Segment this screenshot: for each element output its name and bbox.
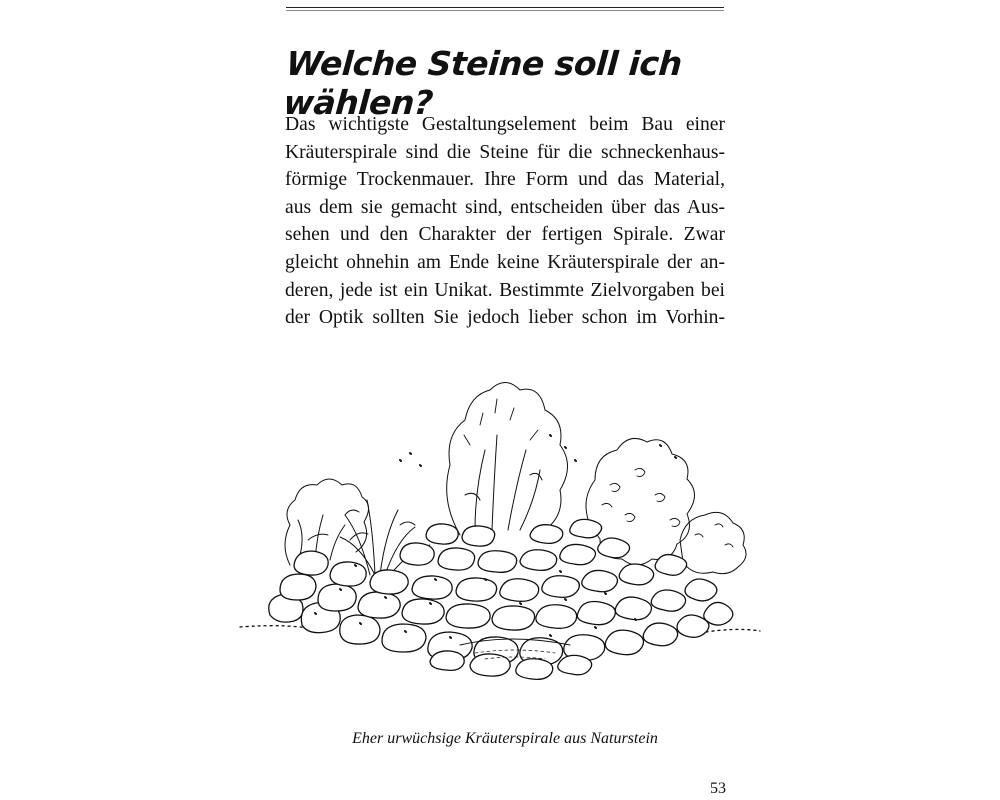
body-line: sehen und den Charakter der fertigen Spirale. Zwar — [285, 224, 725, 246]
body-line: förmige Trockenmauer. Ihre Form und das Material, — [285, 169, 725, 191]
body-line: deren, jede ist ein Unikat. Bestimmte Zielvorgaben bei — [285, 279, 725, 301]
body-line: gleicht ohnehin am Ende keine Kräuterspirale der an- — [285, 251, 725, 273]
page-number: 53 — [710, 780, 726, 797]
body-line: Kräuterspirale sind die Steine für die schneckenhaus- — [285, 141, 725, 163]
header-rule — [286, 7, 724, 8]
body-line: Das wichtigste Gestaltungselement beim Bau einer — [285, 114, 725, 135]
herb-spiral-illustration — [230, 365, 770, 710]
figure-caption: Eher urwüchsige Kräuterspirale aus Naturstein — [352, 730, 658, 747]
body-paragraph — [285, 111, 725, 332]
header-rule-thin — [286, 10, 724, 11]
body-line: aus dem sie gemacht sind, entscheiden über das Aus- — [285, 196, 725, 218]
section-heading: Welche Steine soll ich wählen? — [282, 44, 684, 122]
body-line: der Optik sollten Sie jedoch lieber schon im Vorhin- — [285, 307, 725, 329]
